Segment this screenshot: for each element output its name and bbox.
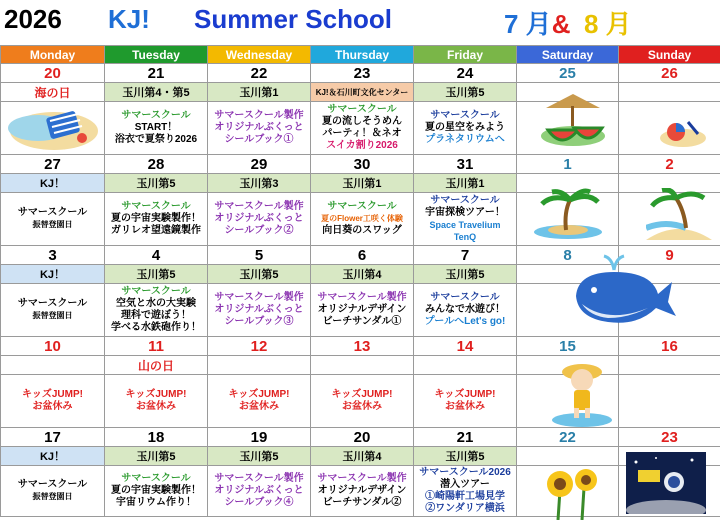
date-cell: 3 xyxy=(1,246,105,265)
date-cell: 17 xyxy=(1,428,105,447)
kid-with-hat-illustration xyxy=(548,358,616,428)
activity-cell: サマースクール 夏の流しそうめん パーティ！＆ネオ スイカ割り2026 xyxy=(311,102,414,155)
date-cell: 28 xyxy=(105,155,208,174)
location-label: KJ！ xyxy=(1,174,105,193)
date-cell: 22 xyxy=(517,428,619,447)
location-label: 玉川第5 xyxy=(208,447,311,466)
location-label: 玉川第3 xyxy=(208,174,311,193)
location-label: 玉川第5 xyxy=(414,83,517,102)
sunflower-illustration xyxy=(538,460,608,520)
activity-cell: サマースクール製作 オリジナルぶくっと シールブック② xyxy=(208,193,311,246)
week-2-activities xyxy=(1,193,720,246)
activity-cell: サマースクール 夏のFlower工咲く体験 向日葵のスワッグ xyxy=(311,193,414,246)
header-title: Summer School xyxy=(194,4,392,34)
date-cell: 26 xyxy=(619,64,720,83)
week-5-dates xyxy=(1,428,720,447)
date-cell: 2 xyxy=(619,155,720,174)
empty-cell xyxy=(414,356,517,375)
activity-cell: サマースクール START！ 浴衣で夏祭り2026 xyxy=(105,102,208,155)
empty-cell xyxy=(311,356,414,375)
empty-cell xyxy=(619,83,720,102)
activity-cell: サマースクール みんなで水遊び！ プールへLet's go! xyxy=(414,284,517,337)
weekday-tuesday: Tuesday xyxy=(105,46,208,64)
activity-cell: サマースクール 空気と水の大実験 理科で遊ぼう！ 学べる水鉄砲作り！ xyxy=(105,284,208,337)
activity-cell: サマースクール 振替登園日 xyxy=(1,284,105,337)
location-label: KJ!＆石川町文化センター xyxy=(311,83,414,102)
header-month-august: 8 月 xyxy=(584,9,632,39)
activity-cell: サマースクール製作 オリジナルぶくっと シールブック③ xyxy=(208,284,311,337)
location-label: 玉川第5 xyxy=(105,265,208,284)
week-5-activities xyxy=(1,466,720,517)
activity-cell: キッズJUMP! お盆休み xyxy=(311,375,414,428)
location-label: 玉川第4 xyxy=(311,265,414,284)
date-cell: 31 xyxy=(414,155,517,174)
date-cell: 21 xyxy=(414,428,517,447)
empty-cell xyxy=(619,356,720,375)
holiday-label: 山の日 xyxy=(105,356,208,375)
illustration-cell xyxy=(619,375,720,428)
location-label: 玉川第5 xyxy=(105,174,208,193)
date-cell: 12 xyxy=(208,337,311,356)
activity-cell: サマースクール製作 オリジナルデザイン ビーチサンダル① xyxy=(311,284,414,337)
date-cell: 11 xyxy=(105,337,208,356)
date-cell: 9 xyxy=(619,246,720,265)
week-2-dates xyxy=(1,155,720,174)
weekday-friday: Friday xyxy=(414,46,517,64)
location-label: KJ！ xyxy=(1,447,105,466)
location-label: 玉川第4・第5 xyxy=(105,83,208,102)
location-label: 玉川第1 xyxy=(311,174,414,193)
location-label: 玉川第1 xyxy=(414,174,517,193)
date-cell: 1 xyxy=(517,155,619,174)
activity-cell: キッズJUMP! お盆休み xyxy=(414,375,517,428)
date-cell: 27 xyxy=(1,155,105,174)
weekday-saturday: Saturday xyxy=(517,46,619,64)
weekday-monday: Monday xyxy=(1,46,105,64)
activity-cell: サマースクール製作 オリジナルデザイン ビーチサンダル② xyxy=(311,466,414,517)
weekday-thursday: Thursday xyxy=(311,46,414,64)
activity-cell: サマースクール製作 オリジナルぶくっと シールブック④ xyxy=(208,466,311,517)
date-cell: 10 xyxy=(1,337,105,356)
activity-cell: サマースクール製作 オリジナルぶくっと シールブック① xyxy=(208,102,311,155)
activity-cell: サマースクール 振替登園日 xyxy=(1,193,105,246)
week-1-labels xyxy=(1,83,720,102)
activity-cell: サマースクール 夏の宇宙実験製作！ ガリレオ望遠鏡製作 xyxy=(105,193,208,246)
whale-illustration xyxy=(568,252,678,334)
watermelon-beach-illustration xyxy=(538,90,608,148)
holiday-label: 海の日 xyxy=(1,83,105,102)
space-astronaut-illustration xyxy=(626,452,706,514)
page-header xyxy=(0,0,720,44)
week-1-dates xyxy=(1,64,720,83)
date-cell: 8 xyxy=(517,246,619,265)
date-cell: 7 xyxy=(414,246,517,265)
date-cell: 25 xyxy=(517,64,619,83)
date-cell: 20 xyxy=(311,428,414,447)
beach-ball-illustration xyxy=(658,116,708,148)
header-month-july: 7 月& xyxy=(504,9,571,39)
week-2-labels xyxy=(1,174,720,193)
location-label: KJ！ xyxy=(1,265,105,284)
date-cell: 5 xyxy=(208,246,311,265)
weekday-wednesday: Wednesday xyxy=(208,46,311,64)
header-brand: KJ! xyxy=(108,4,150,34)
weekday-header-row xyxy=(1,46,720,64)
date-cell: 24 xyxy=(414,64,517,83)
date-cell: 21 xyxy=(105,64,208,83)
week-1-activities xyxy=(1,102,720,155)
activity-cell: キッズJUMP! お盆休み xyxy=(208,375,311,428)
location-label: 玉川第5 xyxy=(414,265,517,284)
location-label: 玉川第4 xyxy=(311,447,414,466)
date-cell: 29 xyxy=(208,155,311,174)
location-label: 玉川第5 xyxy=(105,447,208,466)
date-cell: 14 xyxy=(414,337,517,356)
beach-towel-illustration xyxy=(8,106,100,152)
date-cell: 13 xyxy=(311,337,414,356)
location-label: 玉川第1 xyxy=(208,83,311,102)
date-cell: 18 xyxy=(105,428,208,447)
date-cell: 15 xyxy=(517,337,619,356)
date-cell: 19 xyxy=(208,428,311,447)
week-4-dates xyxy=(1,337,720,356)
activity-cell: サマースクール 振替登園日 xyxy=(1,466,105,517)
activity-cell: サマースクール 夏の宇宙実験製作！ 宇宙リウム作り！ xyxy=(105,466,208,517)
date-cell: 22 xyxy=(208,64,311,83)
date-cell: 23 xyxy=(619,428,720,447)
empty-cell xyxy=(208,356,311,375)
palm-tree-illustration xyxy=(646,188,712,240)
header-year: 2026 xyxy=(4,4,62,34)
date-cell: 20 xyxy=(1,64,105,83)
location-label: 玉川第5 xyxy=(414,447,517,466)
date-cell: 4 xyxy=(105,246,208,265)
weekday-sunday: Sunday xyxy=(619,46,720,64)
date-cell: 30 xyxy=(311,155,414,174)
activity-cell: キッズJUMP! お盆休み xyxy=(1,375,105,428)
date-cell: 23 xyxy=(311,64,414,83)
activity-cell: キッズJUMP! お盆休み xyxy=(105,375,208,428)
date-cell: 16 xyxy=(619,337,720,356)
empty-cell xyxy=(1,356,105,375)
activity-cell: サマースクール 夏の星空をみよう プラネタリウムへ xyxy=(414,102,517,155)
activity-cell: サマースクール 宇宙探検ツアー！ Space Travelium TenQ xyxy=(414,193,517,246)
date-cell: 6 xyxy=(311,246,414,265)
week-5-labels xyxy=(1,447,720,466)
palm-island-illustration xyxy=(532,188,606,240)
activity-cell: サマースクール2026 潜入ツアー ①崎陽軒工場見学 ②ワンダリア横浜 xyxy=(414,466,517,517)
location-label: 玉川第5 xyxy=(208,265,311,284)
